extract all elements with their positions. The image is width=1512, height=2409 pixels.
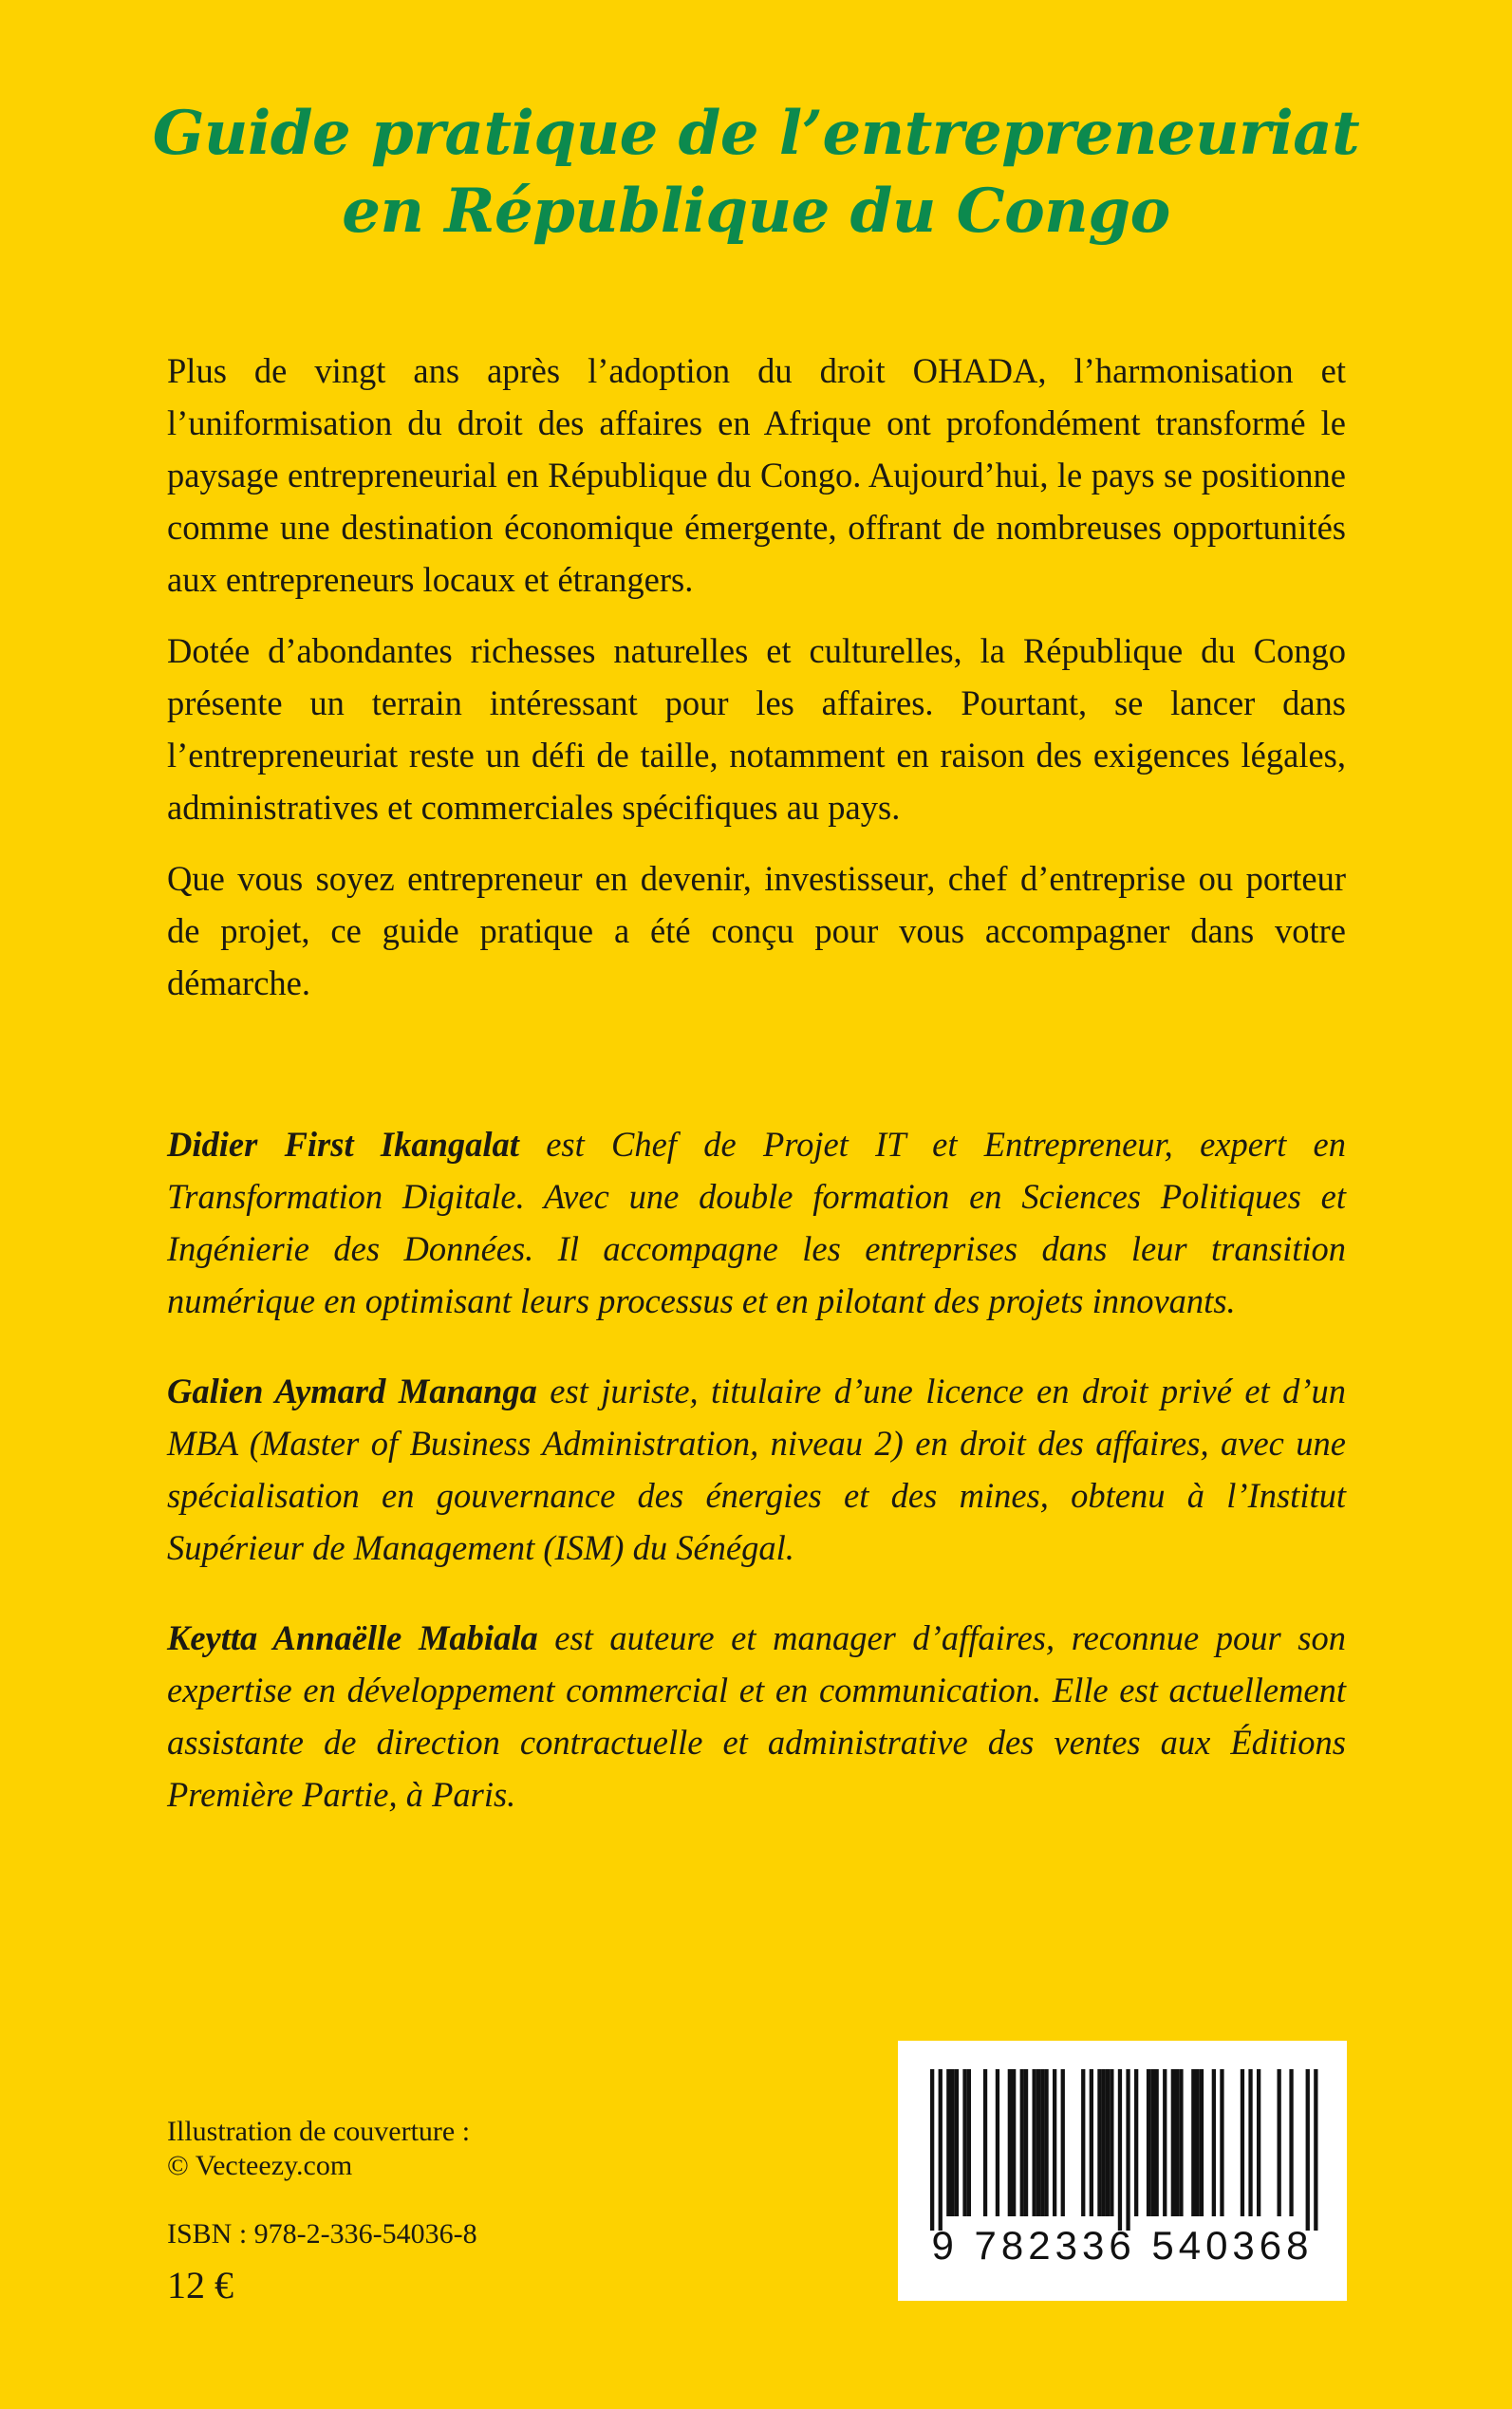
barcode-bar <box>1289 2069 1293 2216</box>
description <box>167 345 1346 1028</box>
isbn: ISBN : 978-2-336-54036-8 <box>167 2218 477 2250</box>
barcode-bar <box>1097 2069 1101 2216</box>
barcode-bar <box>1163 2069 1167 2216</box>
barcode-bar <box>1278 2069 1281 2216</box>
barcode-bar <box>1179 2069 1183 2216</box>
barcode-bar <box>1036 2069 1040 2216</box>
title-line-1: Guide pratique de l’entrepreneuriat <box>152 98 1360 169</box>
barcode-bar <box>996 2069 999 2216</box>
illustration-credit <box>167 2115 737 2183</box>
barcode-bar <box>1012 2069 1016 2216</box>
barcode-bars <box>919 2069 1327 2231</box>
title-line-2: en République du Congo <box>342 176 1170 247</box>
barcode-bar <box>1081 2069 1085 2216</box>
barcode-bar <box>1191 2069 1195 2216</box>
barcode-bar <box>1171 2069 1175 2216</box>
barcode-bar <box>983 2069 987 2216</box>
author-bio-text: est auteure et manager d’affaires, reconnue pour son expertise en développement commercial et en communication. Elle est actuellement assistante de direction contractuelle et administrative des ventes aux Éditions Première Partie, à Paris. <box>167 1618 1347 1814</box>
barcode-bar <box>1200 2069 1204 2216</box>
barcode-bar <box>1212 2069 1216 2216</box>
barcode-bar <box>1126 2069 1129 2231</box>
barcode-bar <box>1106 2069 1110 2216</box>
illustration-source: © Vecteezy.com <box>167 2150 353 2181</box>
barcode-bar <box>1033 2069 1036 2216</box>
barcode-bar <box>1306 2069 1310 2231</box>
author-bio <box>167 1365 1346 1574</box>
barcode-bar <box>939 2069 943 2231</box>
description-paragraph-1: Plus de vingt ans après l’adoption du droit OHADA, l’harmonisation et l’uniformisation du droit des affaires en Afrique ont profondément transformé le paysage entrepreneurial en République du Congo. Aujourd’hui, le pays se positionne comme une destination économique émergente, offrant de nombreuses opportunités aux entrepreneurs locaux et étrangers. <box>167 351 1346 599</box>
author-bio-text: est juriste, titulaire d’une licence en droit privé et d’un MBA (Master of Business Administration, niveau 2) en droit des affaires, avec une spécialisation en gouvernance des énergies et des mines, obtenu à l’Institut Supérieur de Management (ISM) du Sénégal. <box>167 1372 1346 1567</box>
barcode-bar <box>1150 2069 1154 2216</box>
barcode-bar <box>1134 2069 1138 2216</box>
author-bios <box>167 1118 1346 1858</box>
barcode-bar <box>1090 2069 1093 2216</box>
barcode-bar <box>946 2069 950 2216</box>
barcode-bar <box>1102 2069 1106 2216</box>
barcode-digits: 9 782336 540368 <box>931 2223 1314 2268</box>
barcode-bar <box>1110 2069 1113 2216</box>
author-bio-text: est Chef de Projet IT et Entrepreneur, expert en Transformation Digitale. Avec une double formation en Sciences Politiques et Ingénierie des Données. Il accompagne les entreprises dans leur transition numérique en optimisant leurs processus et en pilotant des projets innovants. <box>167 1125 1346 1320</box>
barcode-bar <box>955 2069 959 2216</box>
barcode <box>898 2041 1347 2301</box>
author-name: Didier First Ikangalat <box>167 1125 519 1164</box>
barcode-bar <box>1241 2069 1244 2216</box>
barcode-bar <box>1248 2069 1252 2216</box>
illustration-label: Illustration de couverture : <box>167 2116 471 2147</box>
barcode-bar <box>1008 2069 1012 2216</box>
barcode-bar <box>1020 2069 1024 2216</box>
description-paragraph-3: Que vous soyez entrepreneur en devenir, investisseur, chef d’entreprise ou porteur de projet, ce guide pratique a été conçu pour vous accompagner dans votre démarche. <box>167 859 1346 1002</box>
barcode-bar <box>1314 2069 1317 2231</box>
barcode-bar <box>930 2069 934 2231</box>
book-title <box>114 95 1398 251</box>
barcode-bar <box>1024 2069 1028 2216</box>
barcode-bar <box>1053 2069 1056 2216</box>
barcode-bar <box>1044 2069 1048 2216</box>
barcode-bar <box>1040 2069 1044 2216</box>
barcode-bar <box>1118 2069 1122 2231</box>
barcode-bar <box>951 2069 955 2216</box>
author-name: Keytta Annaëlle Mabiala <box>167 1618 538 1657</box>
barcode-bar <box>1196 2069 1200 2216</box>
description-paragraph-2: Dotée d’abondantes richesses naturelles et culturelles, la République du Congo présente un terrain intéressant pour les affaires. Pourtant, se lancer dans l’entrepreneuriat reste un défi de taille, notamment en raison des exigences légales, administratives et commerciales spécifiques au pays. <box>167 631 1346 827</box>
author-bio <box>167 1118 1346 1327</box>
author-bio <box>167 1612 1346 1821</box>
price: 12 € <box>167 2264 233 2306</box>
barcode-bar <box>967 2069 971 2216</box>
barcode-bar <box>962 2069 966 2216</box>
barcode-bar <box>1061 2069 1065 2216</box>
author-name: Galien Aymard Mananga <box>167 1372 537 1410</box>
barcode-bar <box>1155 2069 1159 2216</box>
barcode-bar <box>1220 2069 1223 2216</box>
barcode-bar <box>1147 2069 1150 2216</box>
barcode-bar <box>1257 2069 1260 2216</box>
barcode-bar <box>1175 2069 1179 2216</box>
